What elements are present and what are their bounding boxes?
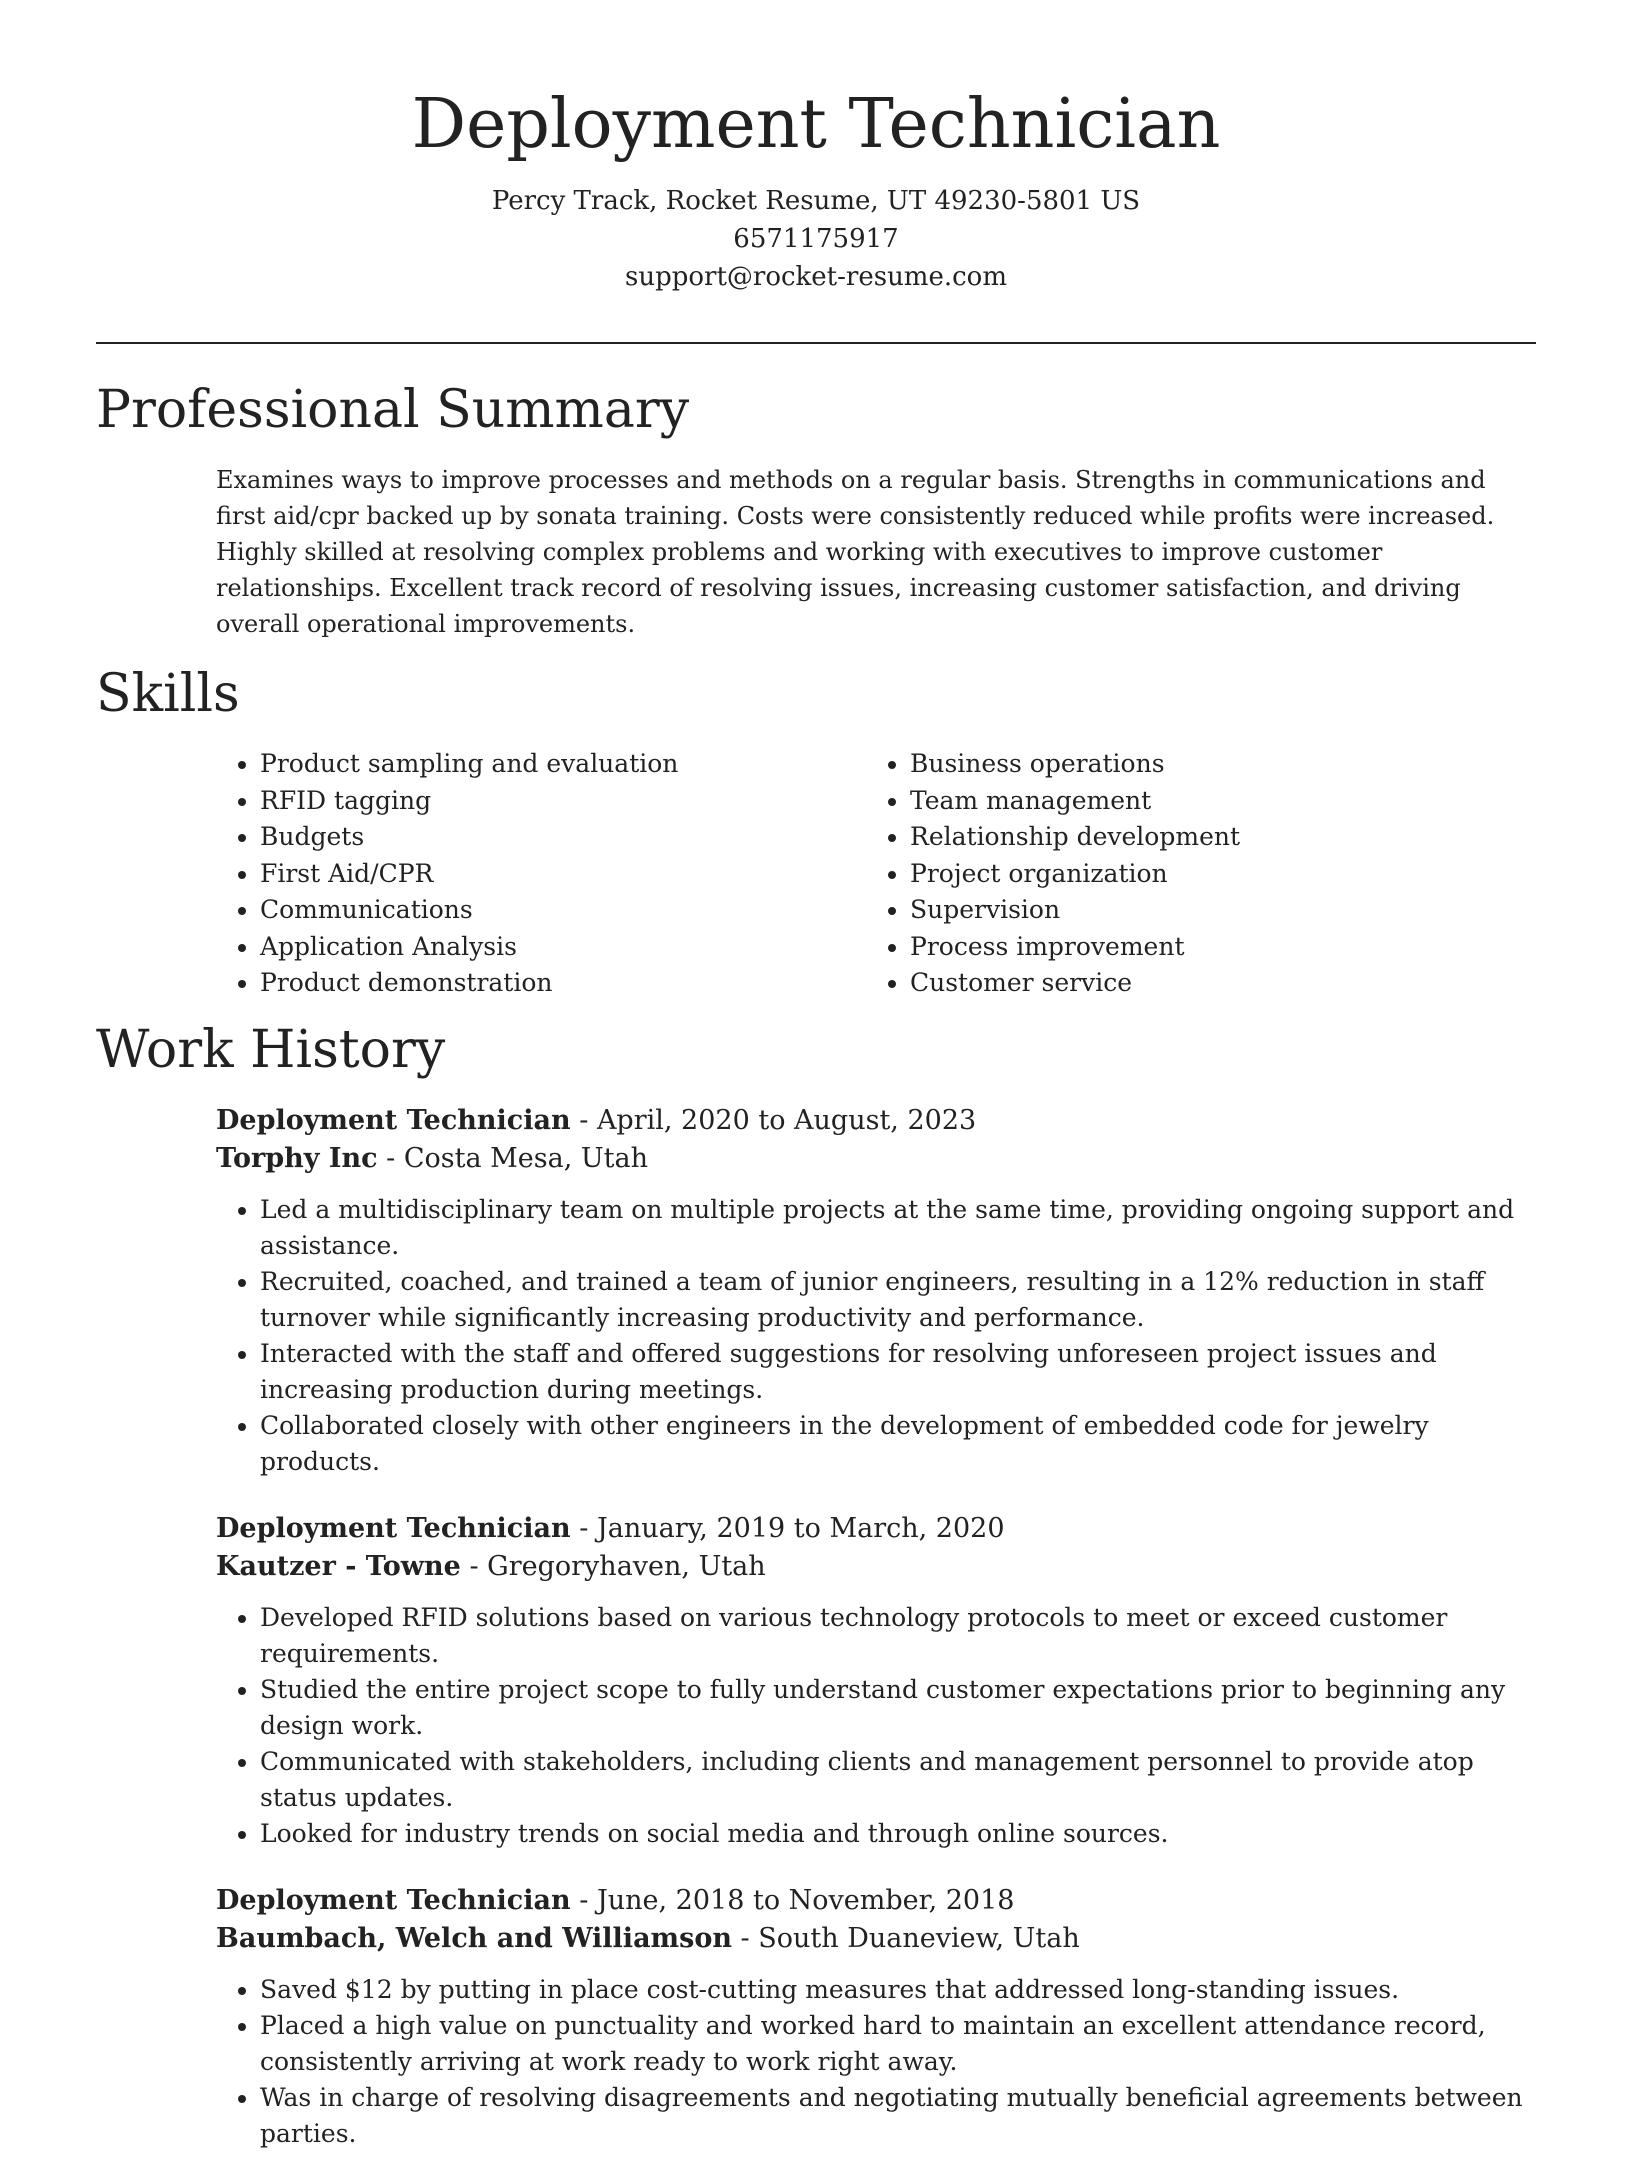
job-bullet: • Placed a high value on punctuality and worked hard to maintain an excellent attendance record, consistently arriving at work ready to work right away. — [260, 2008, 1526, 2080]
resume-header — [0, 80, 1632, 296]
skill-item: • Supervision — [910, 892, 1516, 929]
job-bullet: • Collaborated closely with other engineers in the development of embedded code for jewelry products. — [260, 1408, 1526, 1480]
job-bullet: • Interacted with the staff and offered suggestions for resolving unforeseen project issues and increasing production during meetings. — [260, 1336, 1526, 1408]
job-company-line — [216, 1548, 1526, 1586]
work-history — [216, 1102, 1526, 2182]
work-history-heading: Work History — [96, 1020, 446, 1080]
skill-item: • Project organization — [910, 856, 1516, 893]
skill-item: • Team management — [910, 783, 1516, 820]
job-dates: January, 2019 to March, 2020 — [596, 1513, 1005, 1544]
summary-heading: Professional Summary — [96, 380, 690, 440]
skill-item: • RFID tagging — [260, 783, 866, 820]
job-bullet: • Communicated with stakeholders, including clients and management personnel to provide atop status updates. — [260, 1744, 1526, 1816]
contact-block — [0, 182, 1632, 296]
job-company: Kautzer - Towne — [216, 1551, 461, 1582]
job-bullets — [216, 1972, 1526, 2152]
job-bullet: • Recruited, coached, and trained a team of junior engineers, resulting in a 12% reduction in staff turnover while significantly increasing productivity and performance. — [260, 1264, 1526, 1336]
separator: - — [377, 1143, 404, 1174]
skill-item: • Communications — [260, 892, 866, 929]
contact-email: support@rocket-resume.com — [624, 262, 1007, 292]
job-location: Costa Mesa, Utah — [403, 1143, 648, 1174]
job-title-line — [216, 1882, 1526, 1920]
job-location: Gregoryhaven, Utah — [487, 1551, 766, 1582]
skill-item: • First Aid/CPR — [260, 856, 866, 893]
skills-column-right — [866, 746, 1516, 1002]
skill-item: • Budgets — [260, 819, 866, 856]
skills-column-left — [216, 746, 866, 1002]
skill-item: • Application Analysis — [260, 929, 866, 966]
contact-phone: 6571175917 — [733, 224, 899, 254]
separator: - — [731, 1923, 759, 1954]
skills-list — [216, 746, 1516, 1002]
job-bullet: • Saved $12 by putting in place cost-cutting measures that addressed long-standing issues. — [260, 1972, 1526, 2008]
job-entry — [216, 1510, 1526, 1852]
skills-heading: Skills — [96, 664, 240, 724]
job-location: South Duaneview, Utah — [758, 1923, 1080, 1954]
job-bullet: • Was in charge of resolving disagreements and negotiating mutually beneficial agreements between parties. — [260, 2080, 1526, 2152]
skill-item: • Business operations — [910, 746, 1516, 783]
job-title: Deployment Technician — [216, 1513, 571, 1544]
job-bullets — [216, 1600, 1526, 1852]
job-bullets — [216, 1192, 1526, 1480]
skill-item: • Product demonstration — [260, 965, 866, 1002]
separator: - — [570, 1105, 597, 1136]
separator: - — [570, 1885, 597, 1916]
job-title: Deployment Technician — [216, 1105, 571, 1136]
job-dates: April, 2020 to August, 2023 — [596, 1105, 977, 1136]
separator: - — [460, 1551, 488, 1582]
header-divider — [96, 342, 1536, 344]
skill-item: • Product sampling and evaluation — [260, 746, 866, 783]
job-bullet: • Studied the entire project scope to fully understand customer expectations prior to beginning any design work. — [260, 1672, 1526, 1744]
job-company: Baumbach, Welch and Williamson — [216, 1923, 732, 1954]
job-title-line — [216, 1102, 1526, 1140]
job-company: Torphy Inc — [216, 1143, 378, 1174]
job-dates: June, 2018 to November, 2018 — [596, 1885, 1015, 1916]
job-company-line — [216, 1920, 1526, 1958]
summary-text: Examines ways to improve processes and methods on a regular basis. Strengths in communications and first aid/cpr backed up by sonata training. Costs were consistently reduced while profits were increased. Highly skilled at resolving complex problems and working with executives to improve customer relationships. Excellent track record of resolving issues, increasing customer satisfaction, and driving overall operational improvements. — [216, 466, 1495, 638]
job-title: Deployment Technician — [216, 1885, 571, 1916]
job-bullet: • Looked for industry trends on social media and through online sources. — [260, 1816, 1526, 1852]
separator: - — [570, 1513, 597, 1544]
skill-item: • Customer service — [910, 965, 1516, 1002]
skill-item: • Relationship development — [910, 819, 1516, 856]
skill-item: • Process improvement — [910, 929, 1516, 966]
job-entry — [216, 1102, 1526, 1480]
job-title-line — [216, 1510, 1526, 1548]
job-bullet: • Led a multidisciplinary team on multiple projects at the same time, providing ongoing support and assistance. — [260, 1192, 1526, 1264]
candidate-name: Deployment Technician — [411, 85, 1221, 164]
job-bullet: • Developed RFID solutions based on various technology protocols to meet or exceed customer requirements. — [260, 1600, 1526, 1672]
job-company-line — [216, 1140, 1526, 1178]
contact-address: Percy Track, Rocket Resume, UT 49230-5801 US — [491, 186, 1141, 216]
